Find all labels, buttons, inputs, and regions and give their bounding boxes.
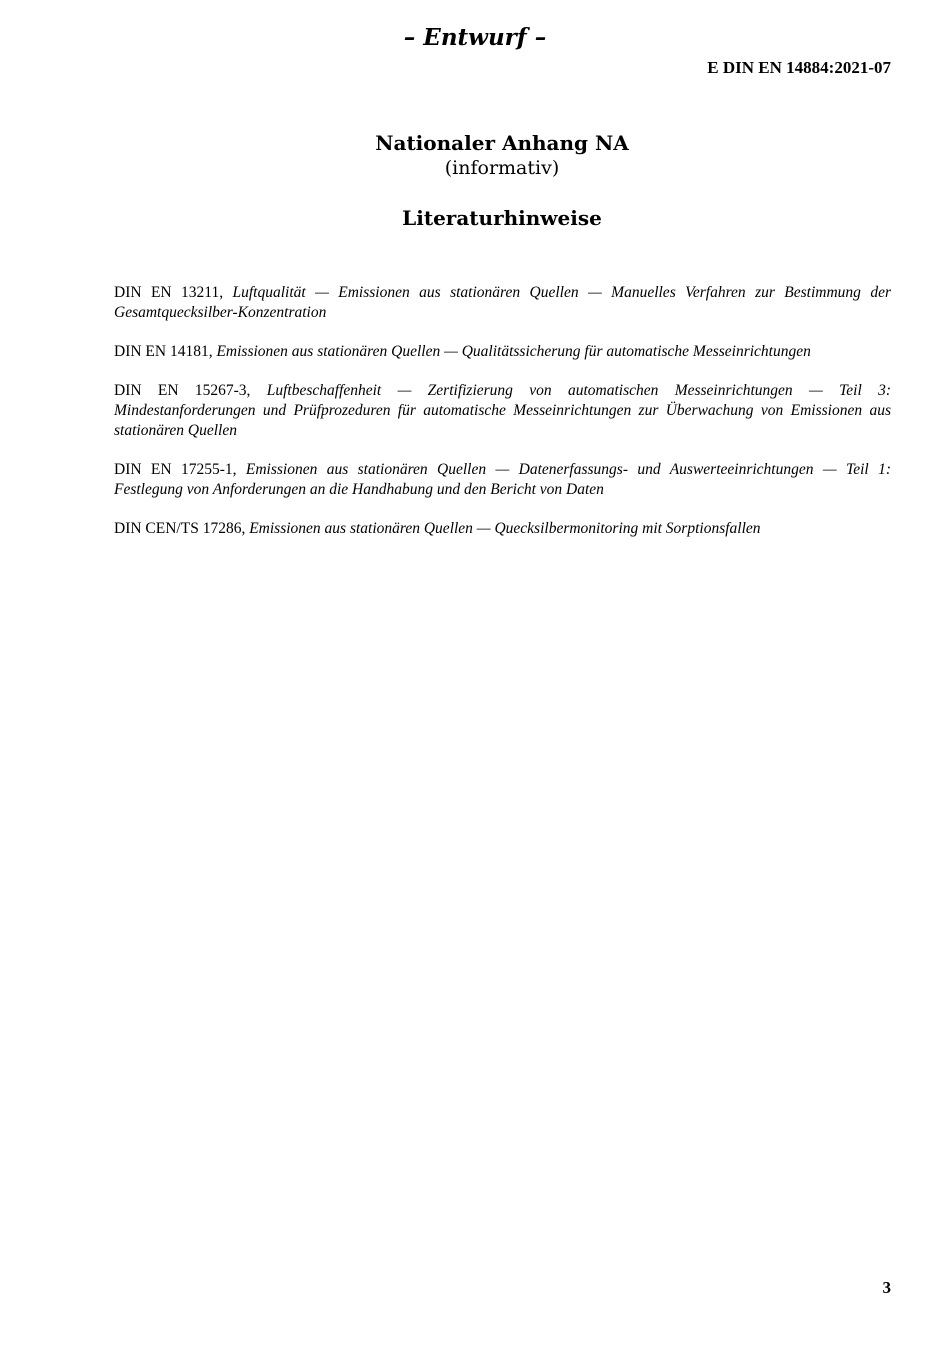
bibliography-entry xyxy=(114,519,891,539)
bibliography-heading: Literaturhinweise xyxy=(402,206,602,230)
standard-title: Luftqualität — Emissionen aus stationären Quellen — Manuelles Verfahren zur Bestimmung der Gesamtquecksilber-Konzentration xyxy=(114,284,891,321)
bibliography-entry xyxy=(114,460,891,500)
annex-title: Nationaler Anhang NA xyxy=(375,131,629,155)
standard-title: Emissionen aus stationären Quellen — Qualitätssicherung für automatische Messeinrichtungen xyxy=(216,343,811,360)
standard-title: Luftbeschaffenheit — Zertifizierung von automatischen Messeinrichtungen — Teil 3: Mindestanforderungen und Prüfprozeduren für automatische Messeinrichtungen zur Überwachung von Emissionen aus stationären Quellen xyxy=(114,382,891,439)
standard-number: DIN EN 13211, xyxy=(114,284,233,301)
standard-number: DIN EN 14181, xyxy=(114,343,217,360)
document-identifier: E DIN EN 14884:2021-07 xyxy=(707,58,891,77)
standard-title: Emissionen aus stationären Quellen — Quecksilbermonitoring mit Sorptionsfallen xyxy=(249,520,761,537)
standard-number: DIN CEN/TS 17286, xyxy=(114,520,250,537)
standard-title: Emissionen aus stationären Quellen — Datenerfassungs- und Auswerteeinrichtungen — Teil 1: Festlegung von Anforderungen an die Handhabung und den Bericht von Daten xyxy=(114,461,891,498)
page-number: 3 xyxy=(882,1278,891,1297)
draft-watermark-heading: – Entwurf – xyxy=(403,24,547,51)
bibliography-list xyxy=(114,283,891,558)
standard-number: DIN EN 17255-1, xyxy=(114,461,246,478)
annex-subtitle: (informativ) xyxy=(444,157,560,179)
standard-number: DIN EN 15267-3, xyxy=(114,382,267,399)
bibliography-entry xyxy=(114,283,891,323)
bibliography-entry xyxy=(114,342,891,362)
bibliography-entry xyxy=(114,381,891,441)
